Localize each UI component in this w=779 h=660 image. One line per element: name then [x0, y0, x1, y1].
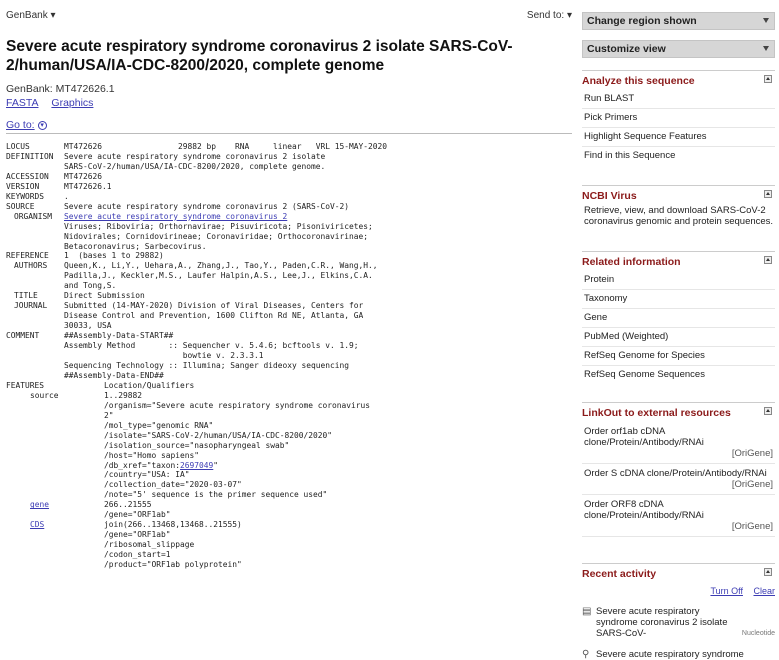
field-value: and Tong,S.: [64, 281, 117, 291]
cds-feature-row: [6, 520, 574, 530]
field-value: Submitted (14-MAY-2020) Division of Viral Diseases, Centers for: [64, 301, 364, 311]
qualifier: /db_xref="taxon:: [104, 460, 181, 470]
comment-row-cont: [6, 371, 574, 381]
recent-item-db: Nucleotide: [741, 630, 775, 637]
field-key: FEATURES: [6, 380, 45, 390]
change-region-dropdown[interactable]: [582, 12, 775, 30]
feature-key: source: [30, 390, 59, 400]
send-to-menu[interactable]: Send to: ▾: [526, 10, 572, 21]
field-value: Sequencing Technology :: Illumina; Sanger dideoxy sequencing: [64, 360, 350, 370]
clear-link[interactable]: Clear: [753, 586, 775, 596]
format-links: [6, 97, 574, 109]
chevron-down-icon[interactable]: ▾: [38, 121, 47, 130]
field-value: join(266..13468,13468..21555): [104, 520, 242, 530]
qualifier: /isolate="SARS-CoV-2/human/USA/IA-CDC-8200/2020": [104, 430, 333, 440]
authors-row-cont: [6, 281, 574, 291]
journal-row-cont: [6, 311, 574, 321]
recent-item[interactable]: [582, 606, 775, 639]
db-xref-row: [6, 461, 574, 471]
field-key-blank: [6, 411, 104, 421]
collapse-icon[interactable]: [764, 75, 772, 83]
linkout-list: [582, 422, 775, 537]
qualifier: /product="ORF1ab polyprotein": [104, 560, 242, 570]
field-value: MT472626 29882 bp RNA linear VRL 15-MAY-2020: [64, 142, 388, 151]
linkout-provider: [OriGene]: [731, 448, 773, 459]
field-key-blank: [6, 510, 104, 520]
field-key: VERSION: [6, 181, 40, 191]
qualifier: /host="Homo sapiens": [104, 450, 200, 460]
qualifier-row: [6, 530, 574, 540]
analyze-portlet: [582, 70, 775, 165]
related-taxonomy-link[interactable]: Taxonomy: [582, 290, 775, 309]
field-key: KEYWORDS: [6, 191, 45, 201]
search-icon: ⚲: [582, 649, 590, 660]
field-value: 30033, USA: [64, 321, 112, 331]
field-value: Severe acute respiratory syndrome coronavirus 2 (SARS-CoV-2): [64, 201, 350, 211]
recent-item[interactable]: [582, 649, 775, 660]
portlet-title: Related information: [582, 256, 681, 268]
collapse-icon[interactable]: [764, 568, 772, 576]
highlight-features-link[interactable]: Highlight Sequence Features: [582, 128, 775, 147]
linkout-item[interactable]: [582, 464, 775, 495]
authors-row-cont: [6, 271, 574, 281]
comment-row-cont: [6, 361, 574, 371]
source-feature-row: [6, 391, 574, 401]
field-key-blank: [6, 232, 64, 242]
recent-item-link[interactable]: Severe acute respiratory syndrome coronavirus 2 isolate SARS-CoV-: [596, 606, 728, 639]
field-value: 1..29882: [104, 390, 143, 400]
related-portlet: [582, 251, 775, 384]
comment-row-cont: [6, 341, 574, 351]
related-list: [582, 271, 775, 384]
field-value: Queen,K., Li,Y., Uehara,A., Zhang,J., Tao,Y., Paden,C.R., Wang,H.,: [64, 261, 378, 271]
related-pubmed-link[interactable]: PubMed (Weighted): [582, 328, 775, 347]
field-value: Disease Control and Prevention, 1600 Clifton Rd NE, Atlanta, GA: [64, 311, 364, 321]
field-key-blank: [6, 222, 64, 232]
linkout-provider: [OriGene]: [731, 521, 773, 532]
qualifier: /isolation_source="nasopharyngeal swab": [104, 440, 290, 450]
field-key: ACCESSION: [6, 171, 49, 181]
field-key: DEFINITION: [6, 151, 54, 161]
field-value: .: [64, 191, 69, 201]
collapse-icon[interactable]: [764, 407, 772, 415]
document-icon: ▤: [582, 606, 592, 617]
qualifier: /gene="ORF1ab": [104, 530, 171, 540]
turn-off-link[interactable]: Turn Off: [710, 586, 743, 596]
genbank-flatfile: [6, 142, 574, 570]
field-key-blank: [6, 321, 64, 331]
field-value: Direct Submission: [64, 291, 145, 301]
title-row: [6, 291, 574, 301]
authors-row: [6, 261, 574, 271]
version-row: [6, 182, 574, 192]
collapse-icon[interactable]: [764, 190, 772, 198]
field-key-blank: [6, 341, 64, 351]
page-title: Severe acute respiratory syndrome coronavirus 2 isolate SARS-CoV-2/human/USA/IA-CDC-8200/2020, complete genome: [6, 38, 513, 74]
portlet-title: Recent activity: [582, 568, 657, 580]
collapse-icon[interactable]: [764, 256, 772, 264]
field-key-blank: [6, 470, 104, 480]
field-value: Nidovirales; Cornidovirineae; Coronaviridae; Orthocoronavirinae;: [64, 231, 369, 241]
analyze-list: [582, 90, 775, 165]
customize-view-dropdown[interactable]: [582, 40, 775, 58]
recent-item-link[interactable]: Severe acute respiratory syndrome: [596, 649, 744, 660]
field-key-blank: [6, 242, 64, 252]
reference-row: [6, 251, 574, 261]
keywords-row: [6, 192, 574, 202]
qualifier-row: [6, 480, 574, 490]
top-bar: [6, 0, 574, 26]
field-value: MT472626.1: [64, 181, 112, 191]
qualifier: ": [213, 460, 219, 470]
goto-link[interactable]: Go to:: [6, 119, 35, 131]
qualifier: /mol_type="genomic RNA": [104, 420, 214, 430]
qualifier-row: [6, 490, 574, 500]
qualifier-row: [6, 401, 574, 411]
database-format-menu[interactable]: GenBank ▾: [6, 10, 56, 21]
field-key-blank: [6, 490, 104, 500]
definition-row-cont: [6, 162, 574, 172]
linkout-text[interactable]: Order ORF8 cDNA clone/Protein/Antibody/RNAi: [584, 499, 704, 521]
recent-actions: [582, 586, 775, 596]
field-value: MT472626: [64, 171, 103, 181]
qualifier: /note="5' sequence is the primer sequence used": [104, 490, 328, 500]
comment-row: [6, 331, 574, 341]
field-value: Betacoronavirus; Sarbecovirus.: [64, 241, 207, 251]
field-key-blank: [6, 271, 64, 281]
field-value: ##Assembly-Data-START##: [64, 331, 174, 341]
qualifier-row: [6, 510, 574, 520]
qualifier-row: [6, 470, 574, 480]
lineage-row: [6, 242, 574, 252]
field-key-blank: [6, 540, 104, 550]
field-key: AUTHORS: [14, 261, 48, 271]
qualifier-row: [6, 411, 574, 421]
run-blast-link[interactable]: Run BLAST: [582, 90, 775, 109]
main-content: [6, 0, 574, 600]
field-key-blank: [6, 560, 104, 570]
ncbi-virus-portlet: [582, 185, 775, 227]
comment-row-cont: [6, 351, 574, 361]
qualifier-row: [6, 560, 574, 570]
related-refseq-sequences-link[interactable]: RefSeq Genome Sequences: [584, 369, 705, 380]
dropdown-label: Change region shown: [587, 15, 697, 27]
cds-feature-link[interactable]: CDS: [30, 520, 45, 530]
qualifier: /ribosomal_slippage: [104, 540, 195, 550]
sidebar: [582, 0, 775, 660]
related-protein-link[interactable]: Protein: [582, 271, 775, 290]
qualifier: /codon_start=1: [104, 550, 171, 560]
field-key-blank: [6, 461, 104, 471]
gene-feature-link[interactable]: gene: [30, 500, 50, 510]
qualifier: /collection_date="2020-03-07": [104, 480, 242, 490]
field-value: 1 (bases 1 to 29882): [64, 251, 164, 261]
graphics-link[interactable]: Graphics: [51, 97, 94, 109]
field-value: bowtie v. 2.3.3.1: [64, 351, 264, 361]
journal-row: [6, 301, 574, 311]
field-key: ORGANISM: [14, 211, 53, 221]
pick-primers-link[interactable]: Pick Primers: [582, 109, 775, 128]
qualifier-row: [6, 451, 574, 461]
field-key: JOURNAL: [14, 301, 48, 311]
field-key: SOURCE: [6, 201, 35, 211]
field-value: Location/Qualifiers: [104, 380, 195, 390]
field-value: Assembly Method :: Sequencher v. 5.4.6; bcftools v. 1.9;: [64, 341, 359, 351]
field-value: Padilla,J., Keckler,M.S., Laufer Halpin,A.S., Lee,J., Elkins,C.A.: [64, 271, 373, 281]
definition-row: [6, 152, 574, 162]
field-value: SARS-CoV-2/human/USA/IA-CDC-8200/2020, complete genome.: [64, 161, 326, 171]
field-key-blank: [6, 351, 64, 361]
linkout-item[interactable]: [582, 422, 775, 464]
qualifier: /gene="ORF1ab": [104, 510, 171, 520]
taxon-link[interactable]: 2697049: [180, 460, 214, 470]
field-value: ##Assembly-Data-END##: [64, 370, 164, 380]
linkout-text[interactable]: Order S cDNA clone/Protein/Antibody/RNAi: [584, 468, 767, 479]
ncbi-virus-link[interactable]: Retrieve, view, and download SARS-CoV-2 coronavirus genomic and protein sequences.: [584, 205, 774, 227]
field-key-blank: [6, 451, 104, 461]
portlet-title: NCBI Virus: [582, 190, 637, 202]
field-key: LOCUS: [6, 142, 30, 151]
organism-link[interactable]: Severe acute respiratory syndrome coronavirus 2: [64, 211, 288, 221]
field-key: REFERENCE: [6, 251, 49, 261]
chevron-down-icon: [763, 46, 769, 51]
fasta-link[interactable]: FASTA: [6, 97, 39, 109]
dropdown-label: Customize view: [587, 43, 666, 55]
field-key-blank: [6, 361, 64, 371]
qualifier-row: [6, 550, 574, 560]
field-key-blank: [6, 281, 64, 291]
qualifier-row: [6, 540, 574, 550]
gene-feature-row: [6, 500, 574, 510]
qualifier: /country="USA: IA": [104, 470, 190, 480]
linkout-item[interactable]: [582, 495, 775, 537]
field-value: Severe acute respiratory syndrome coronavirus 2 isolate: [64, 151, 326, 161]
field-key-blank: [6, 401, 104, 411]
field-key-blank: [6, 530, 104, 540]
lineage-row: [6, 222, 574, 232]
field-key-blank: [6, 431, 104, 441]
field-key-blank: [6, 441, 104, 451]
linkout-text[interactable]: Order orf1ab cDNA clone/Protein/Antibody/RNAi: [584, 426, 704, 448]
field-key-blank: [6, 550, 104, 560]
chevron-down-icon: [763, 18, 769, 23]
field-key-blank: [6, 162, 64, 172]
lineage-row: [6, 232, 574, 242]
divider: [6, 133, 572, 134]
goto-menu[interactable]: [6, 119, 574, 131]
portlet-title: Analyze this sequence: [582, 75, 695, 87]
related-refseq-species-link[interactable]: RefSeq Genome for Species: [582, 347, 775, 366]
accession-line: GenBank: MT472626.1: [6, 83, 115, 95]
qualifier: 2": [104, 410, 114, 420]
qualifier-row: [6, 421, 574, 431]
organism-row: [6, 212, 574, 222]
qualifier-row: [6, 431, 574, 441]
qualifier-row: [6, 441, 574, 451]
recent-activity-portlet: [582, 563, 775, 660]
accession-row: [6, 172, 574, 182]
journal-row-cont: [6, 321, 574, 331]
field-key-blank: [6, 311, 64, 321]
locus-row: [6, 142, 574, 152]
field-key-blank: [6, 480, 104, 490]
features-row: [6, 381, 574, 391]
field-value: 266..21555: [104, 500, 152, 510]
field-key: TITLE: [14, 291, 38, 301]
find-in-sequence-link[interactable]: Find in this Sequence: [584, 150, 676, 161]
qualifier: /organism="Severe acute respiratory syndrome coronavirus: [104, 400, 371, 410]
field-key-blank: [6, 421, 104, 431]
portlet-title: LinkOut to external resources: [582, 407, 731, 419]
field-key: COMMENT: [6, 331, 40, 341]
related-gene-link[interactable]: Gene: [582, 309, 775, 328]
field-key-blank: [6, 371, 64, 381]
source-row: [6, 202, 574, 212]
linkout-portlet: [582, 402, 775, 537]
linkout-provider: [OriGene]: [731, 479, 773, 490]
field-value: Viruses; Riboviria; Orthornavirae; Pisuviricota; Pisoniviricetes;: [64, 221, 373, 231]
